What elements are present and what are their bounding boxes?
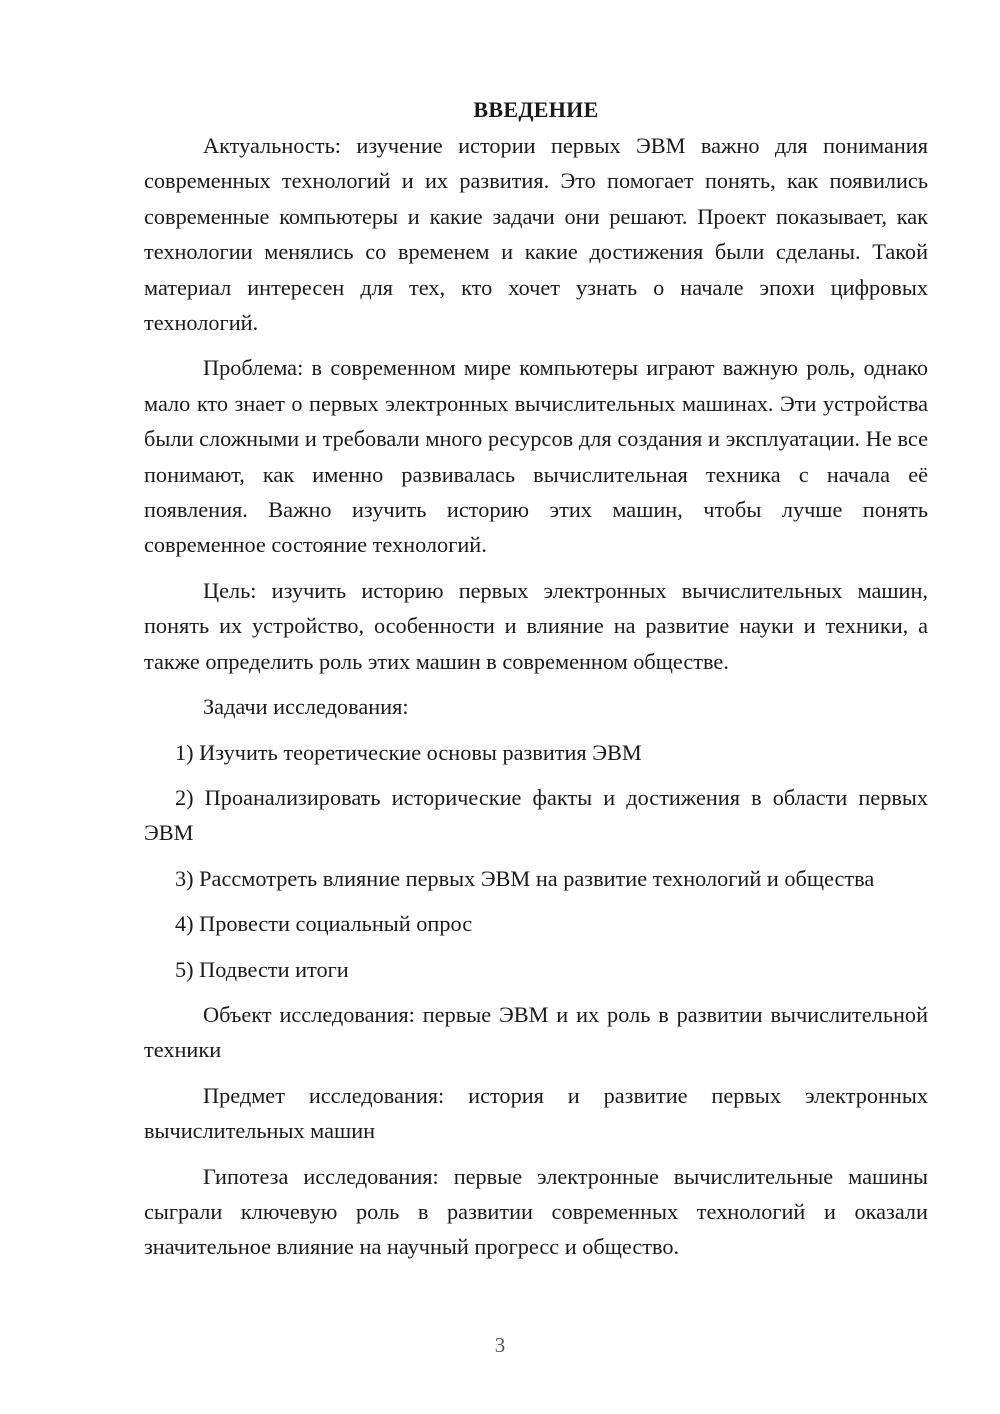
tasks-list (144, 735, 928, 987)
page-title: ВВЕДЕНИЕ (473, 97, 599, 122)
subject-paragraph: Предмет исследования: история и развитие первых электронных вычислительных машин (144, 1082, 928, 1144)
problem-paragraph: Проблема: в современном мире компьютеры играют важную роль, однако мало кто знает о первых электронных вычислительных машинах. Эти устройства были сложными и требовали много ресурсов для создания и эксплуатации. Не все понимают, как именно развивалась вычислительная техника с начала её появления. Важно изучить историю этих машин, чтобы лучше понять современное состояние технологий. (144, 355, 928, 558)
tasks-heading: Задачи исследования: (203, 694, 409, 720)
list-item: 5) Подвести итоги (175, 956, 349, 982)
goal-paragraph: Цель: изучить историю первых электронных вычислительных машин, понять их устройство, особенности и влияние на развитие науки и техники, а также определить роль этих машин в современном обществе. (144, 577, 928, 674)
page-number: 3 (494, 1333, 506, 1357)
list-item: 2) Проанализировать исторические факты и достижения в области первых ЭВМ (144, 784, 928, 846)
list-item: 1) Изучить теоретические основы развития ЭВМ (175, 739, 642, 765)
object-paragraph: Объект исследования: первые ЭВМ и их роль в развитии вычислительной техники (144, 1001, 928, 1063)
list-item: 4) Провести социальный опрос (175, 911, 473, 937)
hypothesis-paragraph: Гипотеза исследования: первые электронные вычислительные машины сыграли ключевую роль в развитии современных технологий и оказали значительное влияние на научный прогресс и общество. (144, 1163, 928, 1260)
document-page (144, 92, 928, 1275)
relevance-paragraph: Актуальность: изучение истории первых ЭВМ важно для понимания современных технологий и их развития. Это помогает понять, как появились современные компьютеры и какие задачи они решают. Проект показывает, как технологии менялись со временем и какие достижения были сделаны. Такой материал интересен для тех, кто хочет узнать о начале эпохи цифровых технологий. (144, 133, 928, 336)
list-item: 3) Рассмотреть влияние первых ЭВМ на развитие технологий и общества (175, 865, 875, 891)
